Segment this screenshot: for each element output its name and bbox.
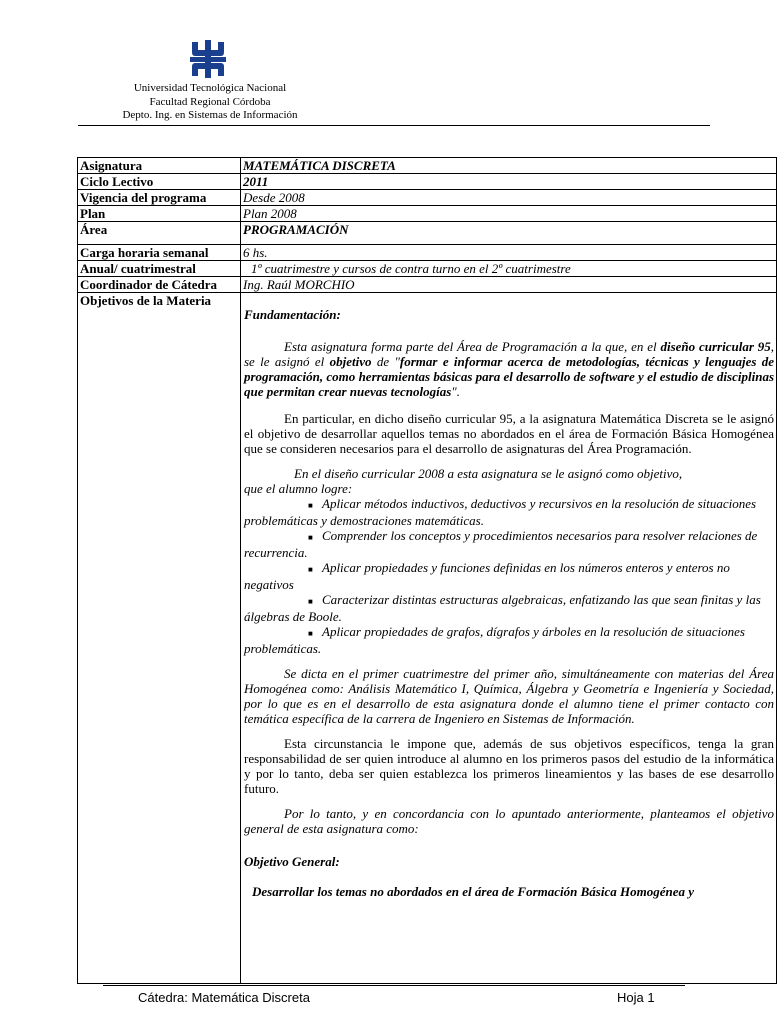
row-value: PROGRAMACIÓN: [241, 222, 777, 245]
paragraph-2: En particular, en dicho diseño curricular 95, a la asignatura Matemática Discreta se le asignó el objetivo de desarrollar aquellos temas no abordados en el área de Formación Básica Homogénea que se consideren necesarios para el desarrollo de asignaturas del Área Programación.: [244, 411, 774, 456]
header-divider: [78, 125, 710, 126]
bullet-icon: ■: [308, 533, 313, 542]
table-row: [78, 190, 777, 206]
table-row: [78, 293, 777, 984]
row-value: 6 hs.: [241, 245, 777, 261]
bullet-icon: ■: [308, 565, 313, 574]
row-value: 2011: [241, 174, 777, 190]
list-item: ■ Caracterizar distintas estructuras algebraicas, enfatizando las que sean finitas y las álgebras de Boole.: [244, 592, 761, 624]
table-row: [78, 206, 777, 222]
faculty-name: Facultad Regional Córdoba: [149, 95, 271, 108]
paragraph-3-first: En el diseño curricular 2008 a esta asignatura se le asignó como objetivo,: [294, 466, 683, 481]
list-item: ■ Aplicar métodos inductivos, deductivos y recursivos en la resolución de situaciones problemáticas y demostraciones matemáticas.: [244, 496, 757, 528]
program-table: [77, 157, 777, 984]
table-row: [78, 245, 777, 261]
footer-divider: [103, 985, 685, 986]
utn-logo-icon: [190, 40, 226, 78]
table-row: [78, 222, 777, 245]
list-item: ■ Aplicar propiedades y funciones definidas en los números enteros y enteros no negativos: [244, 560, 730, 592]
row-value: Desde 2008: [241, 190, 777, 206]
paragraph-5: Esta circunstancia le impone que, además de sus objetivos específicos, tenga la gran responsabilidad de ser quien introduce al alumno en los primeros pasos del estudio de la informática y por lo tanto, deba ser quien establezca los primeros lineamientos y las bases de ese desarrollo futuro.: [244, 736, 774, 796]
row-value: 1º cuatrimestre y cursos de contra turno en el 2º cuatrimestre: [241, 261, 777, 277]
row-label: Vigencia del programa: [78, 190, 241, 206]
list-item: ■ Comprender los conceptos y procedimientos necesarios para resolver relaciones de recurrencia.: [244, 528, 758, 560]
paragraph-6: Por lo tanto, y en concordancia con lo apuntado anteriormente, planteamos el objetivo general de esta asignatura como:: [244, 806, 774, 836]
row-label: Objetivos de la Materia: [78, 293, 241, 984]
fundamentacion-title: Fundamentación:: [244, 307, 341, 322]
row-label: Anual/ cuatrimestral: [78, 261, 241, 277]
table-row: [78, 277, 777, 293]
university-name: Universidad Tecnológica Nacional: [133, 82, 287, 94]
paragraph-3-second: que el alumno logre:: [244, 481, 353, 496]
objectives-content: [241, 293, 777, 984]
paragraph-1: Esta asignatura forma parte del Área de Programación a la que, en el diseño curricular 95, se le asignó el objetivo de "formar e informar acerca de metodologías, técnicas y lenguajes de programación, como herramientas básicas para el desarrollo de software y el estudio de disciplinas que permitan crear nuevas tecnologías".: [244, 339, 775, 399]
paragraph-7: Desarrollar los temas no abordados en el área de Formación Básica Homogénea y: [252, 884, 694, 899]
list-item: ■ Aplicar propiedades de grafos, dígrafos y árboles en la resolución de situaciones problemáticas.: [244, 624, 745, 656]
row-label: Carga horaria semanal: [78, 245, 241, 261]
department-name: Depto. Ing. en Sistemas de Información: [122, 109, 298, 121]
bullet-icon: ■: [308, 597, 313, 606]
footer-page: Hoja 1: [617, 990, 655, 1005]
footer-course: Cátedra: Matemática Discreta: [138, 990, 310, 1005]
row-value: MATEMÁTICA DISCRETA: [241, 158, 777, 174]
bullet-icon: ■: [308, 629, 313, 638]
objetivo-general-title: Objetivo General:: [244, 854, 340, 869]
table-row: [78, 158, 777, 174]
row-value: Plan 2008: [241, 206, 777, 222]
row-label: Asignatura: [78, 158, 241, 174]
bullet-icon: ■: [308, 501, 313, 510]
table-row: [78, 261, 777, 277]
row-label: Área: [78, 222, 241, 245]
institution-header: [60, 82, 360, 123]
objectives-list: [244, 496, 774, 656]
table-row: [78, 174, 777, 190]
row-label: Coordinador de Cátedra: [78, 277, 241, 293]
paragraph-4: Se dicta en el primer cuatrimestre del primer año, simultáneamente con materias del Área Homogénea como: Análisis Matemático I, Química, Álgebra y Geometría e Ingeniería y Sociedad, por lo que es en el desarrollo de esta asignatura donde el alumno tiene el primer contacto con temática específica de la carrera de Ingeniero en Sistemas de Información.: [244, 666, 774, 726]
row-label: Plan: [78, 206, 241, 222]
row-value: Ing. Raúl MORCHIO: [241, 277, 777, 293]
row-label: Ciclo Lectivo: [78, 174, 241, 190]
